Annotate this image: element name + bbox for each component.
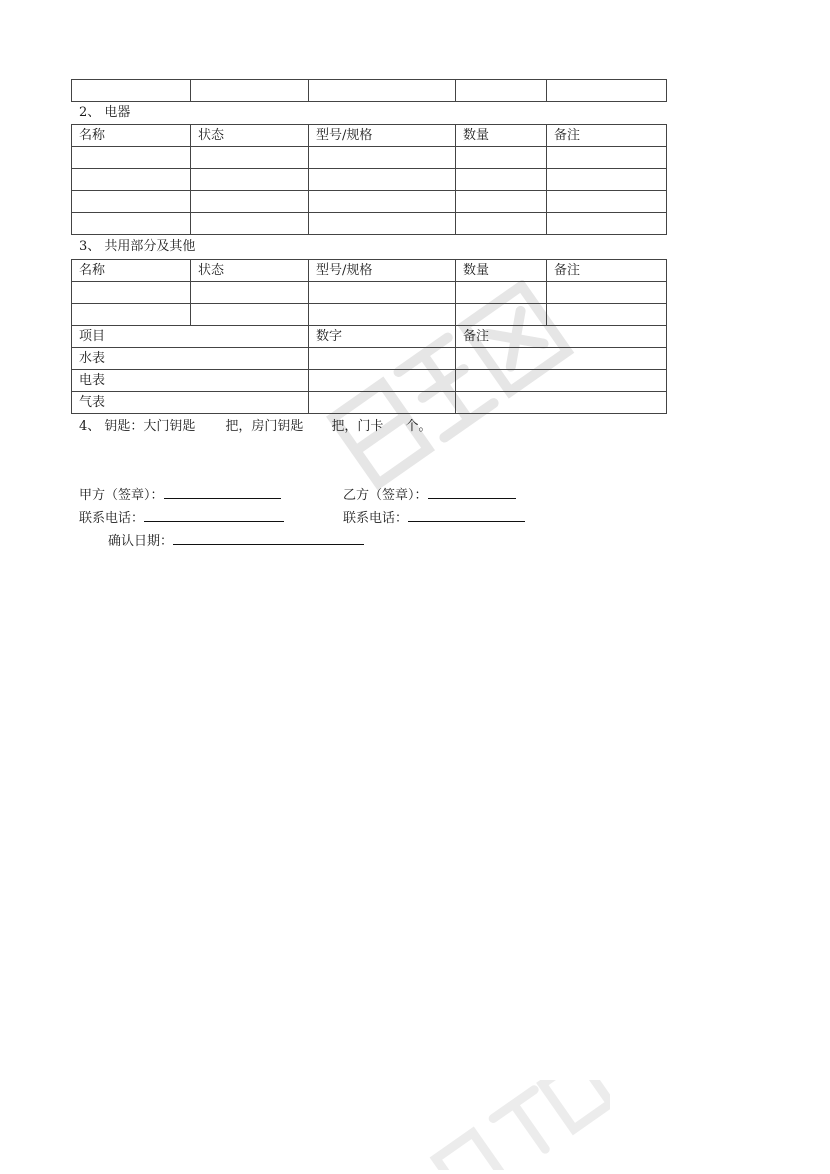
table-cell[interactable]	[191, 304, 309, 326]
party-a-phone	[79, 507, 284, 528]
table-cell[interactable]	[309, 169, 456, 191]
table-cell[interactable]	[309, 392, 456, 414]
furniture-table-tail	[71, 79, 667, 102]
table-cell[interactable]	[309, 282, 456, 304]
table-cell[interactable]	[191, 213, 309, 235]
table-cell[interactable]	[72, 191, 191, 213]
keys-prefix: 4、 钥匙：大门钥匙	[79, 419, 196, 434]
party-b-phone-label: 联系电话：	[343, 511, 409, 526]
table-cell[interactable]	[191, 147, 309, 169]
table-cell[interactable]	[72, 282, 191, 304]
header-note: 备注	[547, 125, 667, 147]
table-cell[interactable]	[456, 392, 667, 414]
party-b-phone-line[interactable]	[408, 507, 525, 522]
party-a-label: 甲方（签章）：	[79, 488, 164, 503]
table-cell[interactable]	[456, 370, 667, 392]
table-cell[interactable]	[72, 304, 191, 326]
header-note: 备注	[547, 260, 667, 282]
header-model: 型号/规格	[309, 260, 456, 282]
meter-label-water: 水表	[72, 348, 309, 370]
header-status: 状态	[191, 260, 309, 282]
header-name: 名称	[72, 125, 191, 147]
section-heading-shared: 3、 共用部分及其他	[79, 239, 196, 254]
table-cell[interactable]	[456, 169, 547, 191]
keys-unit-1: 把，房门钥匙	[225, 419, 304, 434]
header-meter-note: 备注	[456, 326, 667, 348]
table-cell[interactable]	[456, 304, 547, 326]
table-header-row	[72, 260, 667, 282]
party-b-signature	[343, 484, 516, 505]
shared-table	[71, 259, 667, 414]
party-b-signature-line[interactable]	[428, 484, 516, 499]
table-row	[72, 80, 667, 102]
meter-label-gas: 气表	[72, 392, 309, 414]
table-cell[interactable]	[456, 80, 547, 102]
table-cell[interactable]	[456, 348, 667, 370]
meter-label-electric: 电表	[72, 370, 309, 392]
table-cell[interactable]	[191, 282, 309, 304]
table-cell[interactable]	[309, 80, 456, 102]
meter-row	[72, 392, 667, 414]
table-cell[interactable]	[547, 169, 667, 191]
header-number: 数字	[309, 326, 456, 348]
header-quantity: 数量	[456, 125, 547, 147]
party-b-phone	[343, 507, 525, 528]
appliances-table	[71, 124, 667, 235]
table-cell[interactable]	[456, 282, 547, 304]
keys-unit-2: 把，门卡	[331, 419, 384, 434]
table-cell[interactable]	[191, 191, 309, 213]
table-row	[72, 147, 667, 169]
header-item: 项目	[72, 326, 309, 348]
keys-line	[79, 418, 431, 436]
watermark-logo-bottom	[410, 1080, 610, 1170]
table-cell[interactable]	[309, 147, 456, 169]
table-cell[interactable]	[309, 348, 456, 370]
table-row	[72, 304, 667, 326]
keys-unit-3: 个。	[405, 419, 432, 434]
table-cell[interactable]	[72, 213, 191, 235]
table-cell[interactable]	[191, 169, 309, 191]
party-a-signature-line[interactable]	[164, 484, 281, 499]
table-cell[interactable]	[72, 169, 191, 191]
table-cell[interactable]	[456, 213, 547, 235]
table-cell[interactable]	[72, 147, 191, 169]
header-status: 状态	[191, 125, 309, 147]
party-a-signature	[79, 484, 281, 505]
table-cell[interactable]	[72, 80, 191, 102]
section-heading-appliances: 2、 电器	[79, 105, 131, 120]
party-b-label: 乙方（签章）：	[343, 488, 428, 503]
table-cell[interactable]	[456, 147, 547, 169]
table-row	[72, 191, 667, 213]
meter-header-row	[72, 326, 667, 348]
table-header-row	[72, 125, 667, 147]
table-cell[interactable]	[456, 191, 547, 213]
table-cell[interactable]	[309, 213, 456, 235]
table-cell[interactable]	[191, 80, 309, 102]
party-a-phone-line[interactable]	[144, 507, 284, 522]
confirm-date	[108, 530, 364, 551]
table-cell[interactable]	[309, 370, 456, 392]
table-row	[72, 213, 667, 235]
table-cell[interactable]	[547, 191, 667, 213]
header-quantity: 数量	[456, 260, 547, 282]
table-cell[interactable]	[309, 191, 456, 213]
table-cell[interactable]	[547, 304, 667, 326]
confirm-date-line[interactable]	[173, 530, 364, 545]
table-cell[interactable]	[547, 213, 667, 235]
table-cell[interactable]	[547, 282, 667, 304]
table-row	[72, 169, 667, 191]
confirm-date-label: 确认日期：	[108, 534, 174, 549]
meter-row	[72, 370, 667, 392]
table-cell[interactable]	[309, 304, 456, 326]
table-cell[interactable]	[547, 147, 667, 169]
meter-row	[72, 348, 667, 370]
header-name: 名称	[72, 260, 191, 282]
header-model: 型号/规格	[309, 125, 456, 147]
table-cell[interactable]	[547, 80, 667, 102]
party-a-phone-label: 联系电话：	[79, 511, 145, 526]
table-row	[72, 282, 667, 304]
